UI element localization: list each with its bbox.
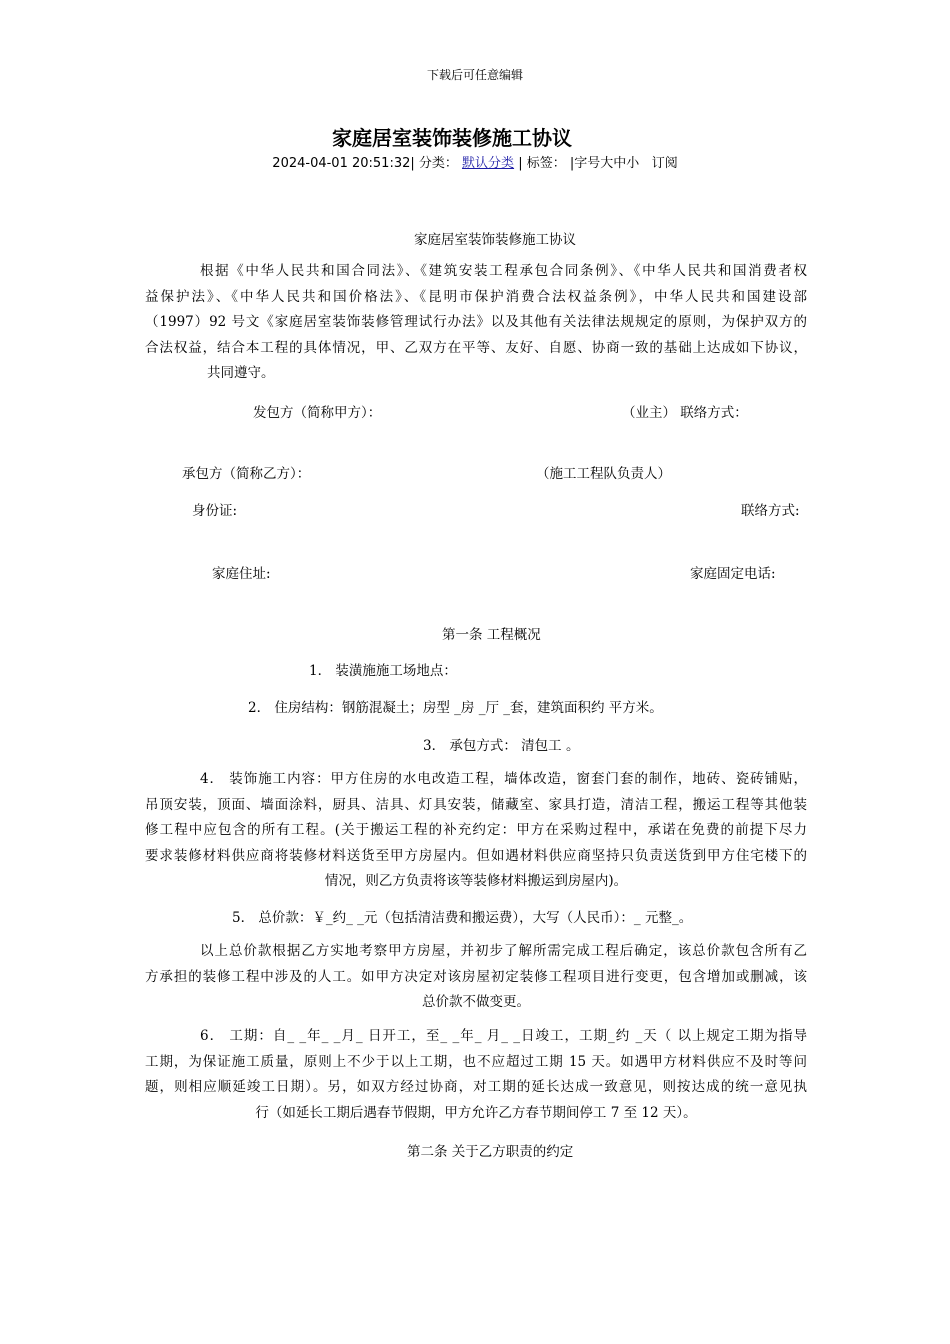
id-card-label: 身份证: [192, 503, 238, 519]
article1-heading: 第一条 工程概况 [442, 627, 541, 643]
item4-line: 吊顶安装，顶面、墙面涂料，厨具、洁具、灯具安装，储藏室、家具打造，清洁工程，搬运工程等其他装 [145, 796, 807, 813]
price-note-line: 总价款不做变更。 [422, 994, 530, 1010]
price-note [145, 939, 807, 1016]
intro-line: 共同遵守。 [207, 365, 275, 381]
doc-subtitle: 家庭居室装饰装修施工协议 [414, 232, 576, 248]
item6-line: 行（如延长工期后遇春节假期，甲方允许乙方春节期间停工 7 至 12 天）。 [255, 1104, 697, 1121]
item4-line: 情况，则乙方负责将该等装修材料搬运到房屋内)。 [324, 873, 628, 889]
article2-heading: 第二条 关于乙方职责的约定 [407, 1144, 574, 1160]
item6-line: 工期，为保证施工质量，原则上不少于以上工期，也不应超过工期 15 天。如遇甲方材料供应不及时等问 [145, 1053, 807, 1070]
category-link[interactable]: 默认分类 [462, 156, 515, 171]
subscribe-link[interactable]: 订阅 [651, 156, 678, 171]
home-phone-label: 家庭固定电话: [690, 566, 776, 582]
intro-line: 合法权益，结合本工程的具体情况，甲、乙双方在平等、友好、自愿、协商一致的基础上达成如下协议， [145, 339, 807, 356]
article1-item2: 2． 住房结构：钢筋混凝土；房型 _房 _厅 _套，建筑面积约 平方米。 [248, 700, 663, 716]
intro-line: 根据《中华人民共和国合同法》、《建筑安装工程承包合同条例》、《中华人民共和国消费者权 [200, 263, 807, 279]
owner-contact-label: （业主） 联络方式： [622, 405, 748, 421]
party-b-label: 承包方（简称乙方）： [182, 466, 311, 482]
item6-line: 题，则相应顺延竣工日期）。另，如双方经过协商，对工期的延长达成一致意见，则按达成的统一意见执 [145, 1079, 807, 1095]
article1-item3: 3． 承包方式： 清包工 。 [423, 738, 580, 754]
article1-item4 [145, 767, 807, 895]
intro-line: 益保护法》、《中华人民共和国价格法》、《昆明市保护消费合法权益条例》，中华人民共和国建设部 [145, 288, 807, 305]
header-note: 下载后可任意编辑 [426, 68, 523, 82]
intro-paragraph [145, 259, 807, 387]
item4-line: 要求装修材料供应商将装修材料送货至甲方房屋内。但如遇材料供应商坚持只负责送货到甲方住宅楼下的 [145, 847, 807, 864]
item4-line: 修工程中应包含的所有工程。(关于搬运工程的补充约定：甲方在采购过程中，承诺在免费的前提下尽力 [145, 822, 807, 838]
font-size-control[interactable]: |字号大中小 [569, 156, 640, 171]
meta-separator: | [518, 156, 523, 171]
article1-item6 [145, 1024, 807, 1126]
item4-line: 4． 装饰施工内容：甲方住房的水电改造工程，墙体改造，窗套门套的制作，地砖、瓷砖铺贴， [200, 771, 807, 787]
tags-label: 标签： [526, 156, 566, 171]
price-note-line: 方承担的装修工程中涉及的人工。如甲方决定对该房屋初定装修工程项目进行变更，包含增加或删减，该 [145, 968, 807, 985]
item6-line: 6． 工期：自_ _年_ _月_ 日开工，至_ _年_ 月_ _日竣工，工期_约 _天（ 以上规定工期为指导 [200, 1028, 807, 1044]
post-datetime: 2024-04-01 20:51:32| [272, 156, 415, 171]
price-note-line: 以上总价款根据乙方实地考察甲方房屋，并初步了解所需完成工程后确定，该总价款包含所有乙 [200, 943, 807, 959]
article1-item5: 5． 总价款：￥_约_ _元（包括清洁费和搬运费），大写（人民币）：_ 元整_。 [232, 910, 693, 926]
post-meta [0, 152, 950, 171]
category-label: 分类： [418, 156, 458, 171]
team-leader-label: （施工工程队负责人） [536, 466, 671, 482]
intro-line: （1997）92 号文《家庭居室装饰装修管理试行办法》以及其他有关法律法规规定的原则，为保护双方的 [145, 314, 807, 330]
address-label: 家庭住址: [212, 566, 271, 582]
party-a-label: 发包方（简称甲方）： [253, 405, 382, 421]
page-title: 家庭居室装饰装修施工协议 [332, 126, 572, 150]
contact-label: 联络方式: [741, 503, 800, 519]
article1-item1: 1． 装潢施施工场地点： [309, 663, 457, 679]
